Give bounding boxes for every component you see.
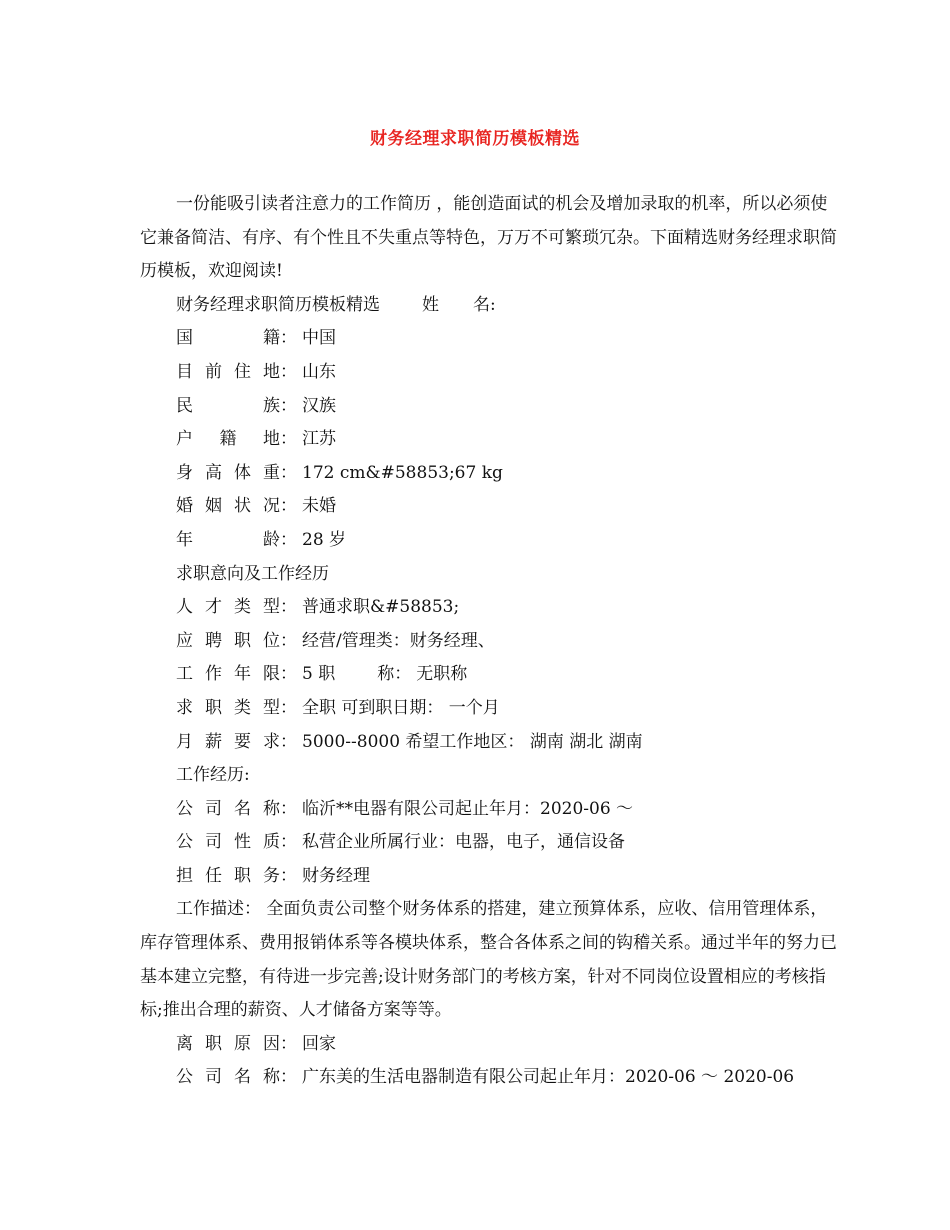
field-value: 普通求职&#58853; [302, 597, 460, 618]
field-value: 中国 [302, 328, 336, 349]
field-label: 应聘职位 [176, 630, 280, 651]
field-label: 公司名称 [176, 1067, 280, 1088]
field-value: 经营/管理类：财务经理、 [302, 630, 495, 651]
field-label-title: 称 [377, 664, 395, 685]
field-value: 江苏 [302, 429, 336, 450]
field-value: 5 职 [302, 664, 336, 685]
field-value: 财务经理 [302, 865, 370, 886]
heading-line [140, 289, 840, 323]
field-label: 工作年限 [176, 664, 280, 685]
field-value: 172 cm&#58853;67 kg [302, 462, 503, 483]
field-label: 国 籍 [176, 328, 280, 349]
field-label: 求职类型 [176, 697, 280, 718]
name-label: 姓 名: [422, 294, 496, 315]
field-label: 民 族 [176, 395, 280, 416]
field-nationality: 国 籍 ： 中国 [140, 322, 840, 356]
field-company-1: 公司名称 ： 临沂**电器有限公司起止年月：2020-06 ～ [140, 793, 840, 827]
field-label: 担任职务 [176, 865, 280, 886]
field-label: 离职原因 [176, 1033, 280, 1054]
field-talent-type: 人才类型 ： 普通求职&#58853; [140, 591, 840, 625]
field-ethnicity: 民 族 ： 汉族 [140, 390, 840, 424]
resume-heading: 财务经理求职简历模板精选 [176, 294, 380, 315]
field-value: 5000--8000 希望工作地区： 湖南 湖北 湖南 [302, 731, 643, 752]
field-value: 广东美的生活电器制造有限公司起止年月：2020-06 ～ 2020-06 [302, 1067, 795, 1088]
field-value: 山东 [302, 361, 336, 382]
field-work-years: 工作年限 ： 5 职 称 ： 无职称 [140, 658, 840, 692]
field-salary: 月薪要求 ： 5000--8000 希望工作地区： 湖南 湖北 湖南 [140, 726, 840, 760]
field-residence: 目前住地 ： 山东 [140, 356, 840, 390]
field-label: 目前住地 [176, 361, 280, 382]
field-applied-position: 应聘职位 ： 经营/管理类：财务经理、 [140, 625, 840, 659]
field-value: 私营企业所属行业：电器，电子，通信设备 [302, 832, 625, 853]
field-value: 28 岁 [302, 529, 347, 550]
experience-label: 工作经历: [176, 765, 250, 786]
field-label: 户 籍 地 [176, 429, 280, 450]
field-value: 全职 可到职日期： 一个月 [302, 697, 500, 718]
field-label: 人才类型 [176, 597, 280, 618]
field-label: 月薪要求 [176, 731, 280, 752]
field-value: 汉族 [302, 395, 336, 416]
field-marital-status: 婚姻状况 ： 未婚 [140, 490, 840, 524]
field-label: 身高体重 [176, 462, 280, 483]
field-label: 年 龄 [176, 529, 280, 550]
document-body [140, 188, 840, 1095]
field-age: 年 龄 ： 28 岁 [140, 524, 840, 558]
field-label: 公司性质 [176, 832, 280, 853]
field-leave-reason: 离职原因 ： 回家 [140, 1028, 840, 1062]
section-heading: 求职意向及工作经历 [176, 563, 329, 584]
field-position: 担任职务 ： 财务经理 [140, 860, 840, 894]
field-value: 未婚 [302, 496, 336, 517]
intro-paragraph: 一份能吸引读者注意力的工作简历 ，能创造面试的机会及增加录取的机率，所以必须使它兼备简洁、有序、有个性且不失重点等特色，万万不可繁琐冗杂。下面精选财务经理求职简历模板，欢迎阅读! [140, 194, 837, 282]
work-description-paragraph: 工作描述： 全面负责公司整个财务体系的搭建，建立预算体系，应收、信用管理体系，库存管理体系、费用报销体系等各模块体系，整合各体系之间的钩稽关系。通过半年的努力已基本建立完整，有待进一步完善;设计财务部门的考核方案，针对不同岗位设置相应的考核指标;推出合理的薪资、人才储备方案等等。 [140, 899, 837, 1021]
field-value: 回家 [302, 1033, 336, 1054]
field-company-nature: 公司性质 ： 私营企业所属行业：电器，电子，通信设备 [140, 826, 840, 860]
field-hukou: 户 籍 地 ： 江苏 [140, 423, 840, 457]
field-label: 公司名称 [176, 798, 280, 819]
page-title: 财务经理求职简历模板精选 [370, 129, 580, 149]
field-value: 临沂**电器有限公司起止年月：2020-06 ～ [302, 798, 634, 819]
field-job-type: 求职类型 ： 全职 可到职日期： 一个月 [140, 692, 840, 726]
field-value-title: 无职称 [416, 664, 468, 685]
field-height-weight: 身高体重 ： 172 cm&#58853;67 kg [140, 457, 840, 491]
field-label: 婚姻状况 [176, 496, 280, 517]
field-company-2: 公司名称 ： 广东美的生活电器制造有限公司起止年月：2020-06 ～ 2020-06 [140, 1061, 840, 1095]
